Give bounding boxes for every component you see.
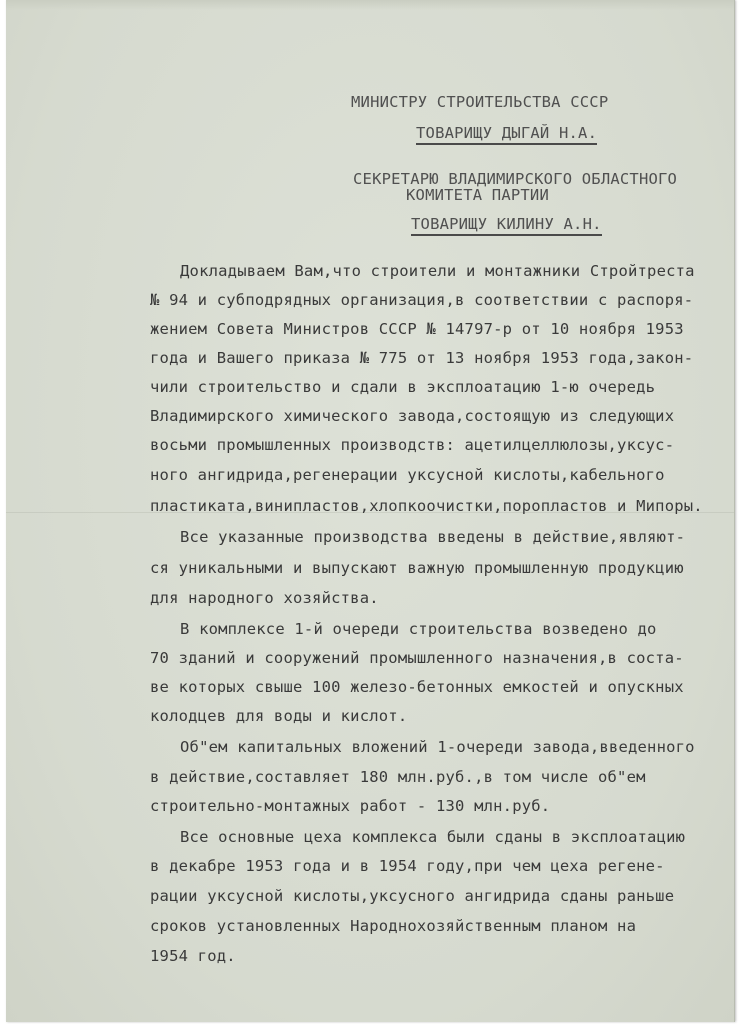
recipient1-title: МИНИСТРУ СТРОИТЕЛЬСТВА СССР [351,93,609,111]
body-line: чили строительство и сдали в эксплоатацию 1-ю очередь [150,378,656,396]
body-line: Об"ем капитальных вложений 1-очереди завода,введенного [180,738,695,756]
body-line: пластиката,винипластов,хлопкоочистки,поропластов и Мипоры. [150,497,703,515]
body-line: 70 зданий и сооружений промышленного назначения,в соста- [150,649,684,667]
body-line: Владимирского химического завода,состоящую из следующих [150,407,675,425]
body-line: колодцев для воды и кислот. [150,707,408,725]
body-line: в действие,составляет 180 млн.руб.,в том числе об"ем [150,768,646,786]
document-sheet [6,0,735,1022]
body-line: строительно-монтажных работ - 130 млн.руб. [150,797,551,815]
body-line: в декабре 1953 года и в 1954 году,при чем цеха регене- [150,857,665,875]
body-line: Все основные цеха комплекса были сданы в эксплоатацию [180,828,686,846]
body-line: для народного хозяйства. [150,589,379,607]
body-line: ного ангидрида,регенерации уксусной кислоты,кабельного [150,466,665,484]
recipient2-title-line2: КОМИТЕТА ПАРТИИ [406,186,549,204]
recipient2-title-line1: СЕКРЕТАРЮ ВЛАДИМИРСКОГО ОБЛАСТНОГО [353,170,678,188]
recipient2-name: ТОВАРИЩУ КИЛИНУ А.Н. [411,215,602,236]
body-line: жением Совета Министров СССР № 14797-р от 10 ноября 1953 [150,320,684,338]
body-line: года и Вашего приказа № 775 от 13 ноября 1953 года,закон- [150,349,694,367]
body-line: восьми промышленных производств: ацетилцеллюлозы,уксус- [150,436,675,454]
body-line: ся уникальными и выпускают важную промышленную продукцию [150,559,684,577]
body-line: 1954 год. [150,947,236,965]
body-line: Докладываем Вам,что строители и монтажники Стройтреста [180,262,695,280]
body-line: В комплексе 1-й очереди строительства возведено до [180,620,657,638]
body-line: сроков установленных Народнохозяйственным планом на [150,917,637,935]
body-line: ве которых свыше 100 железо-бетонных емкостей и опускных [150,678,684,696]
body-line: № 94 и субподрядных организация,в соответствии с распоря- [150,291,694,309]
body-line: рации уксусной кислоты,уксусного ангидрида сданы раньше [150,887,675,905]
body-line: Все указанные производства введены в действие,являют- [180,528,686,546]
recipient1-name: ТОВАРИЩУ ДЫГАЙ Н.А. [416,124,597,145]
